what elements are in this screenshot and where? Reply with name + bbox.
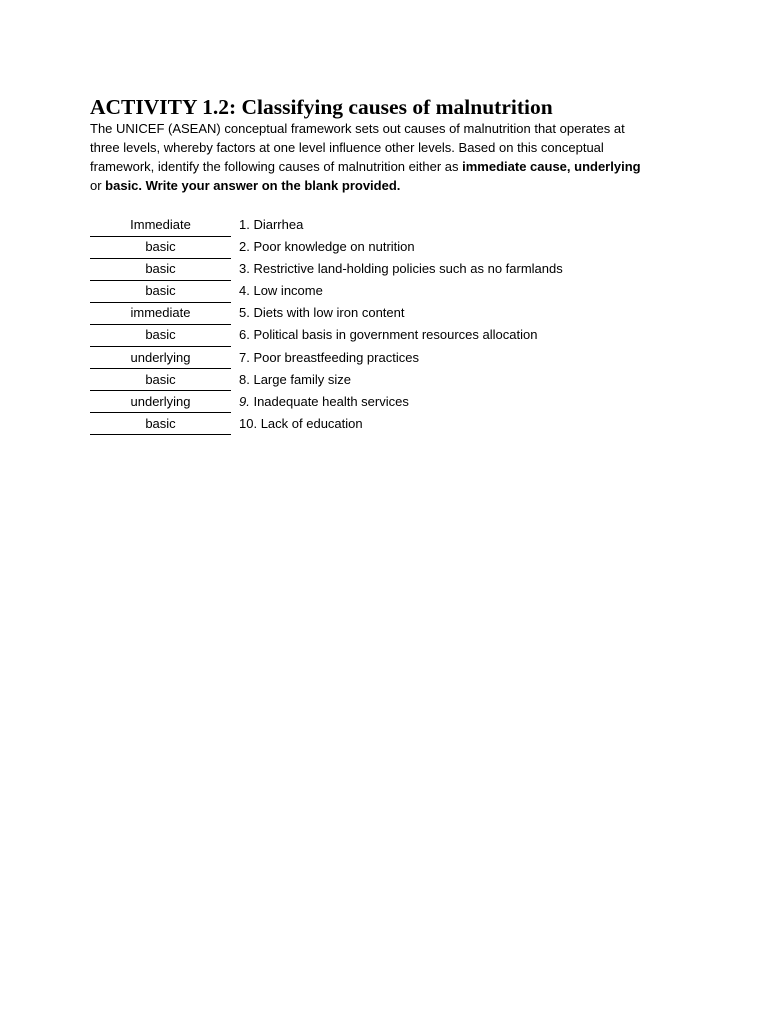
item-text: Poor breastfeeding practices (253, 349, 419, 365)
item-number: 5. (239, 305, 250, 321)
item-number: 8. (239, 371, 250, 387)
item-text: Restrictive land-holding policies such as no farmlands (253, 261, 563, 277)
intro-line-3-bold: immediate cause, underlying (462, 159, 641, 174)
cause-text (239, 258, 563, 279)
list-item (90, 347, 690, 369)
answer-blank[interactable]: basic (90, 413, 231, 436)
cause-text (239, 347, 419, 368)
intro-line-1: The UNICEF (ASEAN) conceptual framework sets out causes of malnutrition that operates at (90, 121, 625, 136)
answer-blank[interactable]: basic (90, 258, 231, 281)
intro-line-2: three levels, whereby factors at one level influence other levels. Based on this conceptual (90, 140, 604, 155)
answer-blank[interactable]: Immediate (90, 214, 231, 237)
list-item (90, 214, 690, 236)
answer-blank[interactable]: underlying (90, 391, 231, 414)
list-item (90, 369, 690, 391)
item-text: Low income (253, 283, 323, 299)
answer-blank[interactable]: basic (90, 324, 231, 347)
item-text: Poor knowledge on nutrition (253, 239, 415, 255)
cause-list (90, 214, 690, 435)
answer-blank[interactable]: underlying (90, 347, 231, 370)
intro-line-4 (90, 176, 690, 195)
item-number: 3. (239, 261, 250, 277)
answer-blank[interactable]: basic (90, 369, 231, 392)
item-text: Political basis in government resources allocation (253, 327, 538, 343)
list-item (90, 413, 690, 435)
intro-line-4-bold: basic. Write your answer on the blank provided. (105, 178, 401, 193)
cause-text (239, 391, 409, 412)
item-text: Diarrhea (253, 217, 304, 232)
cause-text (239, 280, 323, 301)
item-text: Large family size (253, 371, 352, 387)
item-number: 10. (239, 415, 258, 431)
activity-title: ACTIVITY 1.2: Classifying causes of malnutrition (90, 95, 553, 119)
list-item (90, 391, 690, 413)
item-number: 1. (239, 217, 250, 232)
item-number: 4. (239, 283, 250, 299)
cause-text (239, 302, 404, 323)
answer-blank[interactable]: basic (90, 280, 231, 303)
item-number: 9. (239, 393, 250, 409)
item-number: 2. (239, 239, 250, 255)
answer-blank[interactable]: immediate (90, 302, 231, 325)
cause-text (239, 413, 363, 434)
item-text: Inadequate health services (253, 393, 409, 409)
list-item (90, 236, 690, 258)
cause-text (239, 369, 351, 390)
intro-line-3 (90, 157, 690, 176)
cause-text (239, 324, 537, 345)
item-text: Lack of education (260, 415, 363, 431)
item-number: 6. (239, 327, 250, 343)
list-item (90, 302, 690, 324)
list-item (90, 258, 690, 280)
intro-paragraph (90, 119, 690, 195)
answer-blank[interactable]: basic (90, 236, 231, 259)
item-text: Diets with low iron content (253, 305, 405, 321)
list-item (90, 280, 690, 302)
cause-text (239, 236, 415, 257)
item-number: 7. (239, 349, 250, 365)
intro-line-3-text: framework, identify the following causes of malnutrition either as (90, 159, 463, 174)
intro-line-4-text: or (90, 178, 106, 193)
cause-text (239, 214, 303, 235)
list-item (90, 324, 690, 346)
